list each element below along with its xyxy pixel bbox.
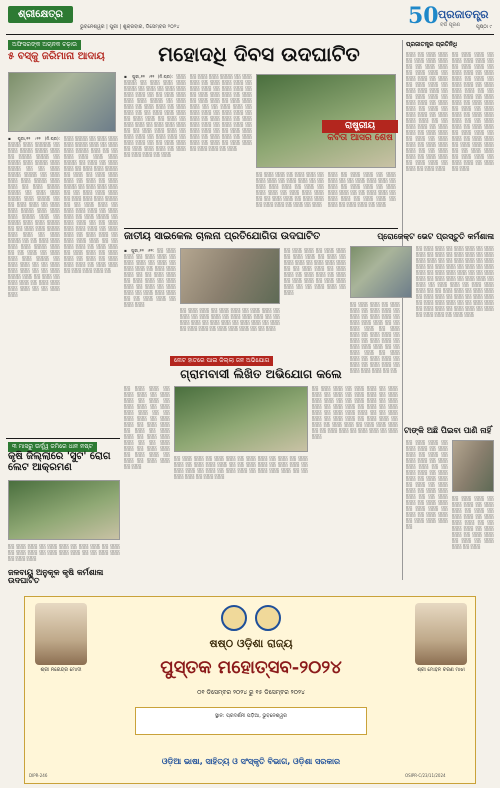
book-fair-advertisement — [24, 596, 476, 784]
main-body-1: ▪ ପୁରୀ,୧୨ ।୧୨ (ନି.ପ୍ର): ░░░ ░░░░ ░░ ░░░ ░░░ ░░░ ░░░░ ░░ ░░░ ░░ ░░░ ░░░ ░░░ ░░░ ░░ ░░ ░░░ ░░░ ░░░ ░░░ ░░░░ ░░ ░░░ ░░░ ░░ ░░░ ░░░ ░░ ░░░ ░░░ ░░ ░░ ░░░ ░░░ ░░░ ░░ ░░░ ░░░ ░░ ░░░ ░░ ░░░ ░░░ ░░ ░░░ ░░░ ░░░ ░░ ░░ ░░░ ░░░ ░░░ ░░ ░░░ ░░░ ░░ ░░░ ░░░ ░░ ░░░ ░░░ ░░ ░░ ░░░ ░░░ ░░ ░░░ ░░░ ░░░ ░░ ░░░ ░░ ░░░ ░░░ ░░ ░░░ — [124, 74, 186, 157]
top-left-body-2: ░░░ ░░░░ ░░ ░░░ ░░░ ░░░ ░░░░ ░░░ ░░ ░░░ ░░░ ░░░░ ░░░ ░░ ░░ ░░░ ░░░ ░░░ ░░░ ░░░░ ░░ ░░░ ░░ ░░░ ░░░ ░░ ░░░ ░░░ ░░░░ ░░ ░░░ ░░ ░░░ ░░░ ░░░ ░░ ░░░ ░░ ░░░ ░░░░ ░░ ░░░ ░░░ ░░░ ░░ ░░ ░░░ ░░░ ░░░ ░░ ░░░ ░░░ ░░░ ░░░░ ░░ ░░ ░░░ ░░░ ░░ ░░░ ░░░ ░░░ ░░ ░░░ ░░░ ░░ ░░░ ░░░░ ░░ ░░░ ░░░ ░░ ░░ ░░░ ░░░ ░░░ ░░░ ░░ ░░░ ░░░ ░░ ░░░ ░░░ ░░ ░░░ ░░░ ░░░ ░░ ░░ ░░░ ░░░ ░░ ░░░ ░░░ ░░ ░░░ ░░░ ░░ ░░░ ░░░ ░░ ░░░ ░░ ░░░ ░░░ ░░░ ░░ ░░░ ░░░ ░░ ░░░ ░░░ ░░░ ░░ — [64, 136, 118, 273]
right-seal-icon — [255, 605, 281, 631]
top-left-headline: ୫ ବସ୍‌କୁ ଜରିମାନା ଆଦାୟ — [8, 51, 105, 62]
farm-kicker: ୩ ମାସରୁ ଊର୍ଦ୍ଧ୍ୱ ଜମିରେ ଧାନ ନଷ୍ଟ — [8, 442, 97, 452]
ad-title: ପୁସ୍ତକ ମହୋତ୍ସବ-୨୦୨୪ — [160, 657, 342, 678]
main-body-2: ░░ ░░░ ░░░ ░░░░ ░░ ░░░ ░░░ ░░ ░░░ ░░░ ░░░ ░░ ░░░ ░░░ ░░ ░░░ ░░░ ░░ ░░ ░░░ ░░░ ░░░ ░░ ░░░ ░░ ░░░ ░░░ ░░ ░░░ ░░░ ░░░ ░░ ░░ ░░░ ░░░ ░░ ░░░ ░░░ ░░ ░░░ ░░░ ░░ ░░░ ░░ ░░░ ░░░ ░░ ░░░ ░░░ ░░░ ░░ ░░░ ░░░ ░░ ░░░ ░░░ ░░ ░░ ░░░ ░░░ ░░░ ░░ ░░░ ░░░ ░░ ░░░ ░░░ ░░ ░░░ ░░ ░░░ ░░░ ░░ ░░░ ░░░ ░░ ░░░ — [190, 74, 252, 151]
right-body-2: ░░ ░░░ ░░░ ░░ ░░░ ░░░ ░░░ ░░ ░░ ░░░ ░░░ ░░ ░░░ ░░░ ░░ ░░░ ░░░ ░░ ░░░ ░░ ░░░ ░░░ ░░ ░░░ ░░░ ░░░ ░░ ░░ ░░░ ░░░ ░░ ░░░ ░░░ ░░ ░░░ ░░░ ░░ ░░░ ░░ ░░░ ░░░ ░░ ░░░ ░░░ ░░░ ░░ ░░ ░░░ ░░░ ░░ ░░░ ░░░ ░░ ░░░ ░░░ ░░ ░░░ ░░ ░░░ ░░░ ░░ ░░░ ░░░ ░░░ ░░ ░░ ░░░ ░░░ ░░ ░░░ ░░░ ░░ ░░░ ░░░ ░░ ░░░ ░░ ░░░ — [452, 52, 494, 171]
main-body-3: ░░ ░░░ ░░░ ░░ ░░░ ░░░ ░░ ░░░ ░░░ ░░ ░░░ ░░░ ░░ ░░ ░░░ ░░░ ░░░ ░░ ░░░ ░░ ░░░ ░░░ ░░ ░░░ ░░░ ░░░ ░░ ░░ ░░░ ░░░ ░░ ░░░ ░░░ ░░ ░░░ ░░░ ░░ ░░░ ░░ ░░░ — [256, 172, 324, 207]
left-portrait — [35, 603, 87, 665]
right-portrait-caption: ଶ୍ରୀ ମୋହନ ଚରଣ ମାଝୀ — [417, 667, 465, 673]
page-number: ପୃଷ୍ଠା ୯ — [476, 24, 492, 30]
ad-code-left: DIPR-246 — [29, 773, 48, 778]
masthead — [0, 0, 500, 34]
left-portrait-caption: ଶ୍ରୀ ନରେନ୍ଦ୍ର ମୋଦୀ — [40, 667, 82, 673]
top-left-body-1: ▪ ପୁରୀ,୧୨ ।୧୨ (ନି.ପ୍ର): ░░░░ ░░░ ░░░░░ ░░ ░░░ ░░░░ ░░░░ ░░░ ░░ ░░░░ ░░░░ ░░ ░░░░ ░░░ ░░░░ ░░░ ░░░░ ░░ ░░ ░░░ ░░░░ ░░░░ ░░ ░░░ ░░░ ░░░ ░░░░ ░░░ ░░░ ░░ ░░░ ░░░░ ░░░░ ░░ ░░░ ░░░ ░░░░ ░░░ ░░░░ ░░ ░░ ░░░ ░░░ ░░ ░░░ ░░░ ░░░░ ░░░ ░░░ ░░░ ░░░░ ░░░ ░░ ░░░░ ░░░ ░░░ ░░░░ ░░ ░░ ░░░ ░░░ ░░░░ ░░░ ░░░ ░░ ░░░ ░░░░ ░░ ░░ ░░░ ░░░ ░░░ ░░░ ░░░░ ░░░ ░░ ░░ ░░░ ░░ ░░░ ░░░ ░░░ ░░░░ ░░ ░░░ ░░░ ░░ ░░ ░░░ ░░░ ░░░ ░░ ░░ ░░░ ░░░░ ░░░ ░░ ░░░ ░░ ░░░ ░░░ ░░ ░░░ ░░░ ░░░ ░░░ ░░ ░░ ░░░ ░░░ — [8, 136, 60, 297]
ad-code-right: OSIPR-C/23/11/2024 — [405, 773, 446, 778]
project-body-1: ░░ ░░░ ░░░ ░░ ░░░ ░░░ ░░ ░░░ ░░░ ░░ ░░░ ░░ ░░░ ░░░ ░░ ░░░ ░░░ ░░░ ░░ ░░ ░░░ ░░░ ░░ ░░░ ░░░ ░░ ░░░ ░░░ ░░ ░░░ ░░ ░░░ ░░░ ░░ ░░░ ░░░ ░░░ ░░ ░░ ░░░ ░░░ ░░ ░░░ ░░░ ░░ ░░░ ░░░ ░░ ░░░ ░░ ░░░ ░░░ ░░ ░░░ ░░░ ░░░ ░░ ░░ — [350, 302, 400, 373]
cycle-body-1: ▪ ପୁରୀ,୧୨ ।୧୨: ░░ ░░░ ░░░ ░░ ░░░ ░░░ ░░ ░░░ ░░░ ░░ ░░░ ░░ ░░░ ░░░ ░░ ░░░ ░░░ ░░░ ░░ ░░ ░░░ ░░░ ░░ ░░░ ░░░ ░░ ░░░ ░░░ ░░ ░░░ ░░ ░░░ ░░░ ░░ ░░░ ░░░ ░░░ ░░ ░░ ░░░ ░░░ ░░ ░░░ ░░░ — [124, 248, 176, 307]
ad-pre-title: ଷଷ୍ଠ ଓଡ଼ିଶା ରାଜ୍ୟ — [209, 637, 293, 650]
tank-body-2: ░░ ░░░ ░░░ ░░ ░░░ ░░░ ░░ ░░░ ░░░ ░░ ░░░ ░░ ░░░ ░░░ ░░ ░░░ ░░░ ░░░ ░░ ░░ ░░░ ░░░ ░░ ░░░ ░░░ ░░ ░░░ ░░░ ░░ ░░░ ░░ ░░░ ░░░ ░░ ░░░ — [452, 496, 494, 549]
tank-body-1: ░░ ░░░ ░░░ ░░ ░░░ ░░░ ░░ ░░░ ░░░ ░░ ░░░ ░░ ░░░ ░░░ ░░ ░░░ ░░░ ░░░ ░░ ░░ ░░░ ░░░ ░░ ░░░ ░░░ ░░ ░░░ ░░░ ░░ ░░░ ░░ ░░░ ░░░ ░░ ░░░ ░░░ ░░░ ░░ ░░ ░░░ ░░░ ░░ ░░░ ░░░ ░░ ░░░ ░░░ ░░ ░░░ ░░ ░░░ ░░░ ░░ ░░░ ░░░ ░░░ ░░ — [406, 440, 448, 529]
top-left-kicker: ଅଫିସରଙ୍କ ଅଚାନକ ଚଢ଼ାଉ — [8, 40, 81, 50]
poetry-headline: କବିତା ଆସର ଶେଷ — [327, 133, 393, 143]
right-body-1: ░░░ ░░ ░░░ ░░░ ░░ ░░░ ░░░ ░░░ ░░ ░░ ░░░ ░░░ ░░ ░░░ ░░░ ░░ ░░░ ░░░ ░░ ░░░ ░░ ░░░ ░░░ ░░ ░░░ ░░░ ░░░ ░░ ░░ ░░░ ░░░ ░░ ░░░ ░░░ ░░ ░░░ ░░░ ░░ ░░░ ░░ ░░░ ░░░ ░░ ░░░ ░░░ ░░░ ░░ ░░ ░░░ ░░░ ░░ ░░░ ░░░ ░░ ░░░ ░░░ ░░ ░░░ ░░ ░░░ ░░░ ░░ ░░░ ░░░ ░░░ ░░ ░░ ░░░ ░░░ ░░ ░░░ ░░░ ░░ ░░░ ░░░ ░░ ░░░ ░░ ░░░ ░░░ — [406, 52, 448, 171]
project-photo — [350, 246, 412, 298]
cycle-photo — [180, 248, 280, 304]
right-portrait — [415, 603, 467, 665]
logo-name: ପ୍ରଜାତନ୍ତ୍ର — [438, 8, 489, 21]
village-headline: ଗ୍ରାମବାସୀ ଲିଖିତ ଅଭିଯୋଗ କଲେ — [180, 367, 342, 381]
masthead-rule — [6, 34, 494, 35]
farm-headline: କୃଷି ଜିଲ୍ଲାରେ 'ସୁଟ' ରୋଗ ଲେଟ ଆକ୍ରମଣ — [8, 451, 111, 473]
section-tag: ଶ୍ରୀକ୍ଷେତ୍ର — [8, 6, 73, 23]
farm-rule — [6, 438, 120, 439]
tank-headline: ଟାଙ୍କି ଅଛି ପିଇବା ପାଣି ନାହିଁ — [404, 425, 492, 435]
tank-photo — [452, 440, 494, 492]
climate-headline: ଜଳବାୟୁ ଅନୁକୂଳ କୃଷି କର୍ମଶାଳା ଉଦଘାଟିତ — [8, 567, 104, 586]
farm-photo — [8, 480, 120, 540]
village-body-2: ░░ ░░░ ░░░ ░░ ░░░ ░░░ ░░ ░░░ ░░░ ░░ ░░░ ░░ ░░░ ░░░ ░░ ░░░ ░░░ ░░░ ░░ ░░ ░░░ ░░░ ░░ ░░░ ░░░ ░░ ░░░ ░░░ ░░ ░░░ ░░ ░░░ ░░░ ░░ ░░░ ░░░ ░░░ ░░ ░░ ░░░ ░░░ ░░ ░░░ ░░░ ░░ ░░░ ░░░ ░░ ░░░ ░░ ░░░ ░░░ ░░ ░░░ ░░░ ░░░ ░░ ░░ ░░░ ░░░ ░░ ░░░ ░░░ ░░ ░░░ ░░░ — [312, 386, 398, 439]
cycle-body-3: ░░ ░░░ ░░░ ░░ ░░░ ░░░ ░░ ░░░ ░░░ ░░ ░░░ ░░ ░░░ ░░░ ░░ ░░░ ░░░ ░░░ ░░ ░░ ░░░ ░░░ ░░ ░░░ ░░░ ░░ ░░░ ░░░ ░░ ░░░ ░░ ░░░ ░░░ ░░ ░░░ ░░░ ░░░ ░░ ░░ ░░░ — [180, 308, 280, 331]
logo-years: ବର୍ଷ ପୂରଣ — [440, 22, 460, 28]
main-headline: ମହୋଦଧି ଦିବସ ଉଦଘାଟିତ — [158, 42, 360, 66]
project-body-2: ░░ ░░░ ░░░ ░░ ░░░ ░░░ ░░ ░░░ ░░░ ░░ ░░░ ░░ ░░░ ░░░ ░░ ░░░ ░░░ ░░░ ░░ ░░ ░░░ ░░░ ░░ ░░░ ░░░ ░░ ░░░ ░░░ ░░ ░░░ ░░ ░░░ ░░░ ░░ ░░░ ░░░ ░░░ ░░ ░░ ░░░ ░░░ ░░ ░░░ ░░░ ░░ ░░░ ░░░ ░░ ░░░ ░░ ░░░ ░░░ ░░ ░░░ ░░░ ░░░ ░░ ░░ ░░░ ░░░ ░░ ░░░ ░░░ ░░ ░░░ ░░░ ░░ ░░░ ░░ ░░░ ░░░ ░░ ░░░ ░░░ ░░░ ░░ ░░ ░░░ ░░░ ░░ ░░░ ░░░ ░░ ░░░ ░░░ ░░ ░░░ ░░ ░░░ ░░░ ░░ ░░░ ░░░ — [416, 246, 494, 317]
ad-dates: ୦୧ ଡିସେମ୍ବର ୨୦୨୪ ରୁ ୧୫ ଡିସେମ୍ବର ୨୦୨୪ — [197, 689, 305, 696]
cycle-body-2: ░░ ░░░ ░░░ ░░ ░░░ ░░░ ░░ ░░░ ░░░ ░░ ░░░ ░░ ░░░ ░░░ ░░ ░░░ ░░░ ░░░ ░░ ░░ ░░░ ░░░ ░░ ░░░ ░░░ ░░ ░░░ ░░░ ░░ ░░░ ░░ ░░░ ░░░ ░░ ░░░ ░░░ ░░░ ░░ ░░ ░░░ ░░░ ░░ ░░░ — [284, 248, 346, 295]
logo-fifty: 50 — [408, 3, 439, 29]
ad-venue: ସ୍ଥାନ: ପ୍ରଦର୍ଶନୀ ପଡ଼ିଆ, ଭୁବନେଶ୍ୱର — [215, 713, 287, 719]
cycle-rule — [124, 228, 398, 229]
right-top-headline: ପ୍ରଜାତନ୍ତ୍ର ପ୍ରତିନିଧି — [406, 41, 458, 48]
poetry-kicker: ରାଷ୍ଟ୍ରୀୟ — [322, 120, 398, 133]
right-column-rule — [402, 40, 403, 580]
project-headline: ପ୍ରୋଜେକ୍ଟ ଭେଟ ପ୍ରସ୍ତୁତି କର୍ମଶାଳା — [377, 231, 494, 241]
village-body-3: ░░ ░░░ ░░░ ░░ ░░░ ░░░ ░░ ░░░ ░░░ ░░ ░░░ ░░ ░░░ ░░░ ░░ ░░░ ░░░ ░░░ ░░ ░░ ░░░ ░░░ ░░ ░░░ ░░░ ░░ ░░░ ░░░ ░░ ░░░ ░░ ░░░ ░░░ ░░ ░░░ ░░░ ░░░ ░░ ░░ ░░░ ░░░ ░░ ░░░ ░░░ — [174, 456, 308, 479]
bus-photo — [8, 72, 116, 132]
cycle-headline: ଜାତୀୟ ସାଇକେଲ ଚାଲନା ପ୍ରତିଯୋଗିତା ଉଦଘାଟିତ — [124, 231, 321, 242]
village-kicker: ନୋଟ ହାତରେ ପାଇ ଜିଲ୍ଲା ଜନ ଅଭିଯୋଗ — [170, 356, 273, 366]
farm-body: ░░ ░░░ ░░░ ░░ ░░░ ░░░ ░░ ░░░ ░░░ ░░ ░░░ ░░ ░░░ ░░░ ░░ ░░░ ░░░ ░░░ ░░ ░░ ░░░ ░░░ ░░ ░░░ ░░░ — [8, 544, 120, 561]
village-photo — [174, 386, 308, 452]
ad-footer: ଓଡ଼ିଆ ଭାଷା, ସାହିତ୍ୟ ଓ ସଂସ୍କୃତି ବିଭାଗ, ଓଡ଼ିଶା ସରକାର — [161, 757, 341, 766]
village-body-1: ░░ ░░░ ░░░ ░░ ░░░ ░░░ ░░ ░░░ ░░░ ░░ ░░░ ░░ ░░░ ░░░ ░░ ░░░ ░░░ ░░░ ░░ ░░ ░░░ ░░░ ░░ ░░░ ░░░ ░░ ░░░ ░░░ ░░ ░░░ ░░ ░░░ ░░░ ░░ ░░░ ░░░ ░░░ ░░ ░░ ░░░ ░░░ ░░ ░░░ ░░░ ░░ ░░░ ░░░ ░░ ░░░ ░░ ░░░ ░░░ ░░ ░░░ — [124, 386, 170, 469]
left-seal-icon — [221, 605, 247, 631]
main-body-4: ░░░ ░░ ░░░ ░░░ ░░ ░░░ ░░░ ░░ ░░ ░░░ ░░░ ░░░ ░░ ░░░ ░░ ░░░ ░░░ ░░ ░░░ ░░░ ░░░ ░░ ░░ ░░░ ░░░ ░░ ░░░ ░░░ ░░ ░░░ ░░░ ░░ ░░░ ░░ ░░░ ░░░ ░░ ░░░ — [328, 172, 396, 207]
ad-venue-box — [135, 707, 367, 735]
masthead-meta: ଭୁବନେଶ୍ୱର | ପୁରୀ | ଶୁକ୍ରବାର, ଡିସେମ୍ବର ୨୦୨୪ — [80, 24, 180, 30]
